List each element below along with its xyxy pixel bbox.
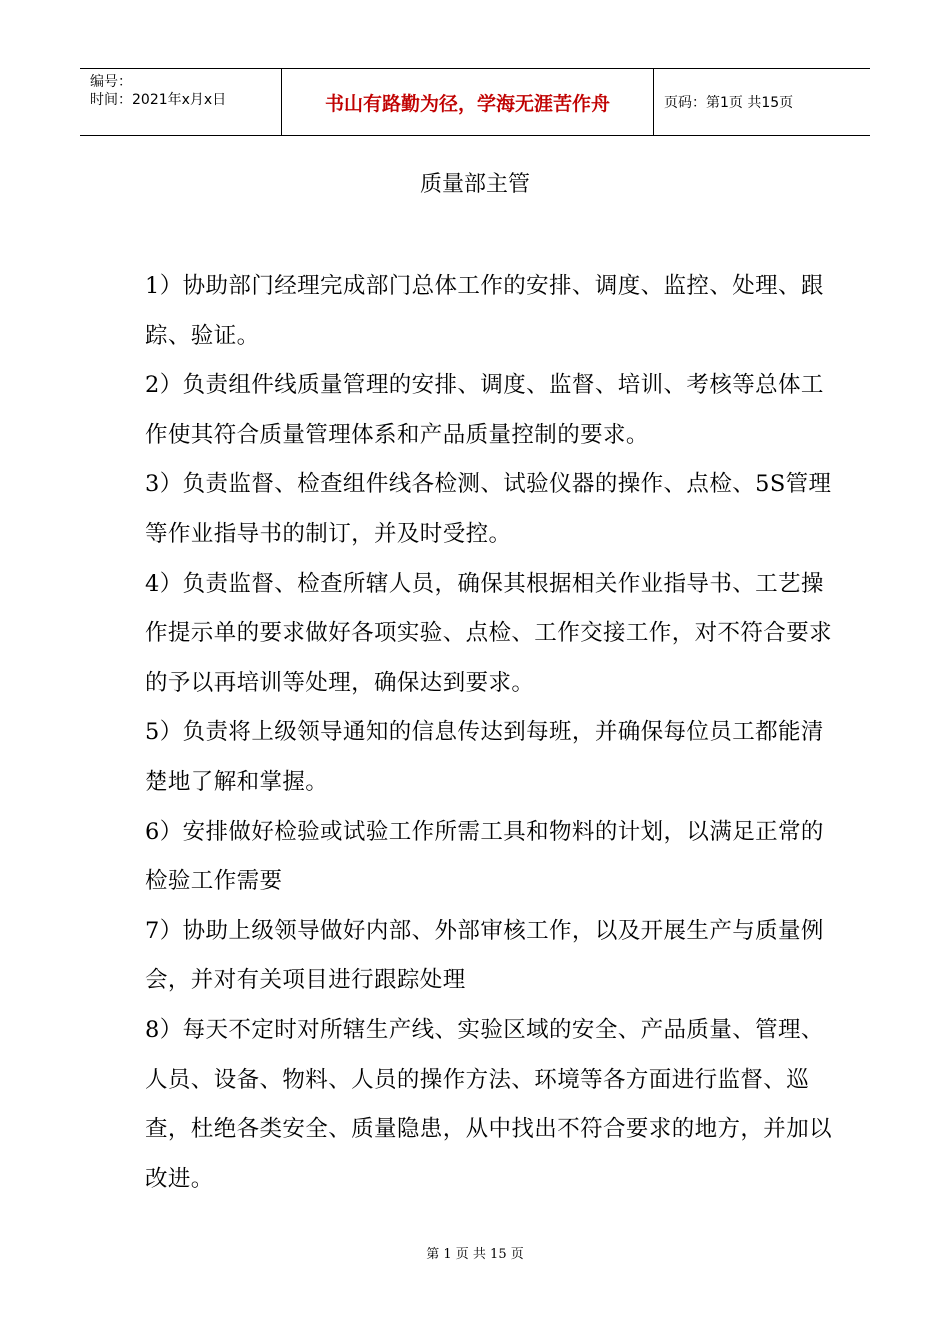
document-date-label: 时间：2021年x月x日 [90,92,227,108]
header-info-cell [80,69,282,135]
paragraph-5: 5）负责将上级领导通知的信息传达到每班，并确保每位员工都能清楚地了解和掌握。 [145,719,824,795]
paragraph-2: 2）负责组件线质量管理的安排、调度、监督、培训、考核等总体工作使其符合质量管理体系和产品质量控制的要求。 [145,372,824,448]
header-page-cell [654,69,870,135]
document-body [145,262,835,1204]
page-header-table [80,68,870,136]
paragraph-8: 8）每天不定时对所辖生产线、实验区域的安全、产品质量、管理、人员、设备、物料、人员的操作方法、环境等各方面进行监督、巡查，杜绝各类安全、质量隐患，从中找出不符合要求的地方，并加以改进。 [145,1016,833,1192]
paragraph-3: 3）负责监督、检查组件线各检测、试验仪器的操作、点检、5S管理等作业指导书的制订，并及时受控。 [145,471,832,547]
paragraph-6: 6）安排做好检验或试验工作所需工具和物料的计划，以满足正常的检验工作需要 [145,818,824,895]
paragraph-7: 7）协助上级领导做好内部、外部审核工作，以及开展生产与质量例会，并对有关项目进行跟踪处理 [145,917,824,994]
header-page-number: 页码：第1页 共15页 [664,95,794,111]
paragraph-4: 4）负责监督、检查所辖人员，确保其根据相关作业指导书、工艺操作提示单的要求做好各项实验、点检、工作交接工作，对不符合要求的予以再培训等处理，确保达到要求。 [145,570,833,696]
header-motto-cell [282,69,654,135]
paragraph-1: 1）协助部门经理完成部门总体工作的安排、调度、监控、处理、跟踪、验证。 [145,273,824,349]
page-footer: 第 1 页 共 15 页 [426,1247,524,1262]
document-title: 质量部主管 [419,172,530,197]
header-motto: 书山有路勤为径，学海无涯苦作舟 [324,92,610,115]
document-number-label: 编号： [90,74,132,90]
